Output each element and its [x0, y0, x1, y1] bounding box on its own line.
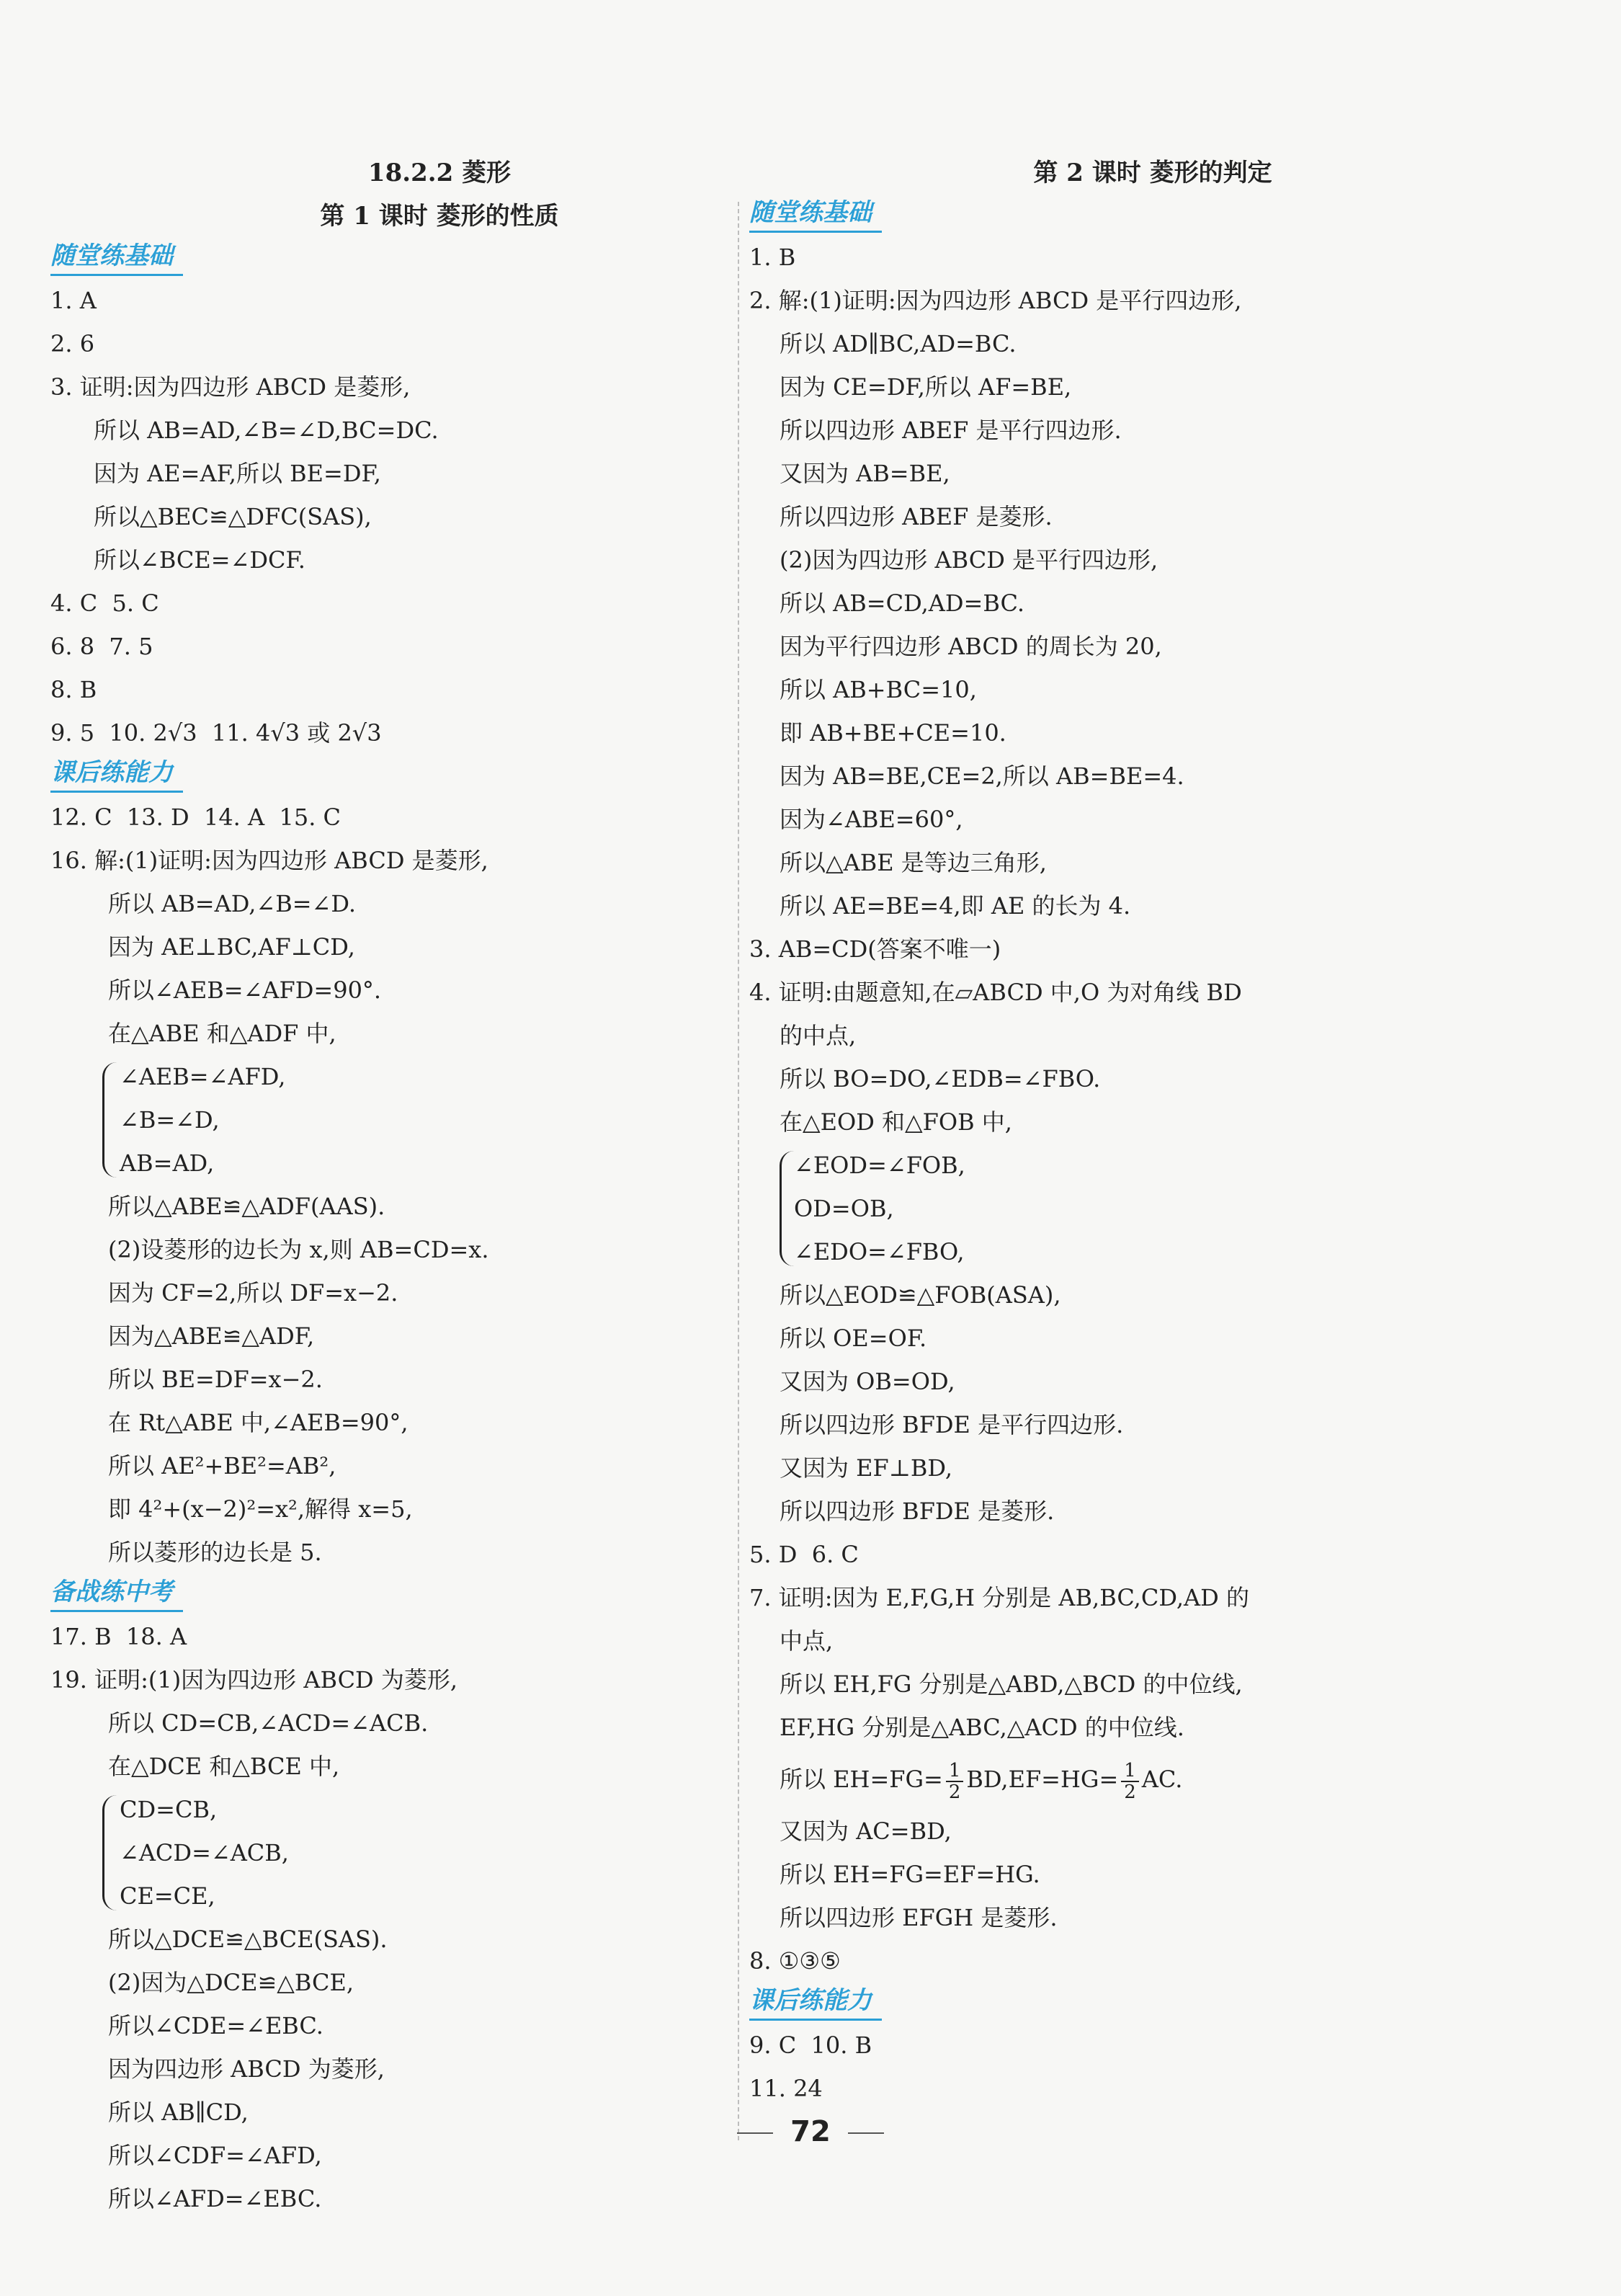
answer-line: CE=CE,: [120, 1882, 215, 1910]
answer-line: 所以△EOD≌△FOB(ASA),: [780, 1281, 1061, 1309]
answer-line: 8. B: [50, 676, 97, 703]
equation-system: [749, 1144, 1556, 1273]
section-heading-after-class: 课后练能力: [50, 755, 183, 793]
answer-line: 19. 证明:(1)因为四边形 ABCD 为菱形,: [50, 1666, 458, 1694]
brace: [780, 1151, 796, 1266]
answer-line: 1. B: [749, 244, 796, 271]
answer-line: ∠B=∠D,: [120, 1106, 220, 1134]
answer-line: 所以∠BCE=∠DCF.: [94, 546, 305, 574]
answer-line: 所以 AB∥CD,: [108, 2099, 249, 2126]
answer-line: 又因为 EF⊥BD,: [780, 1454, 953, 1482]
page-number-text: 72: [790, 2115, 831, 2148]
fraction: [946, 1761, 964, 1802]
answer-line: 所以 AB+BC=10,: [780, 676, 977, 703]
answer-line: 所以 AE=BE=4,即 AE 的长为 4.: [780, 892, 1131, 920]
answer-line: 3. AB=CD(答案不唯一): [749, 935, 1001, 963]
answer-line: 所以△DCE≌△BCE(SAS).: [108, 1926, 388, 1953]
section-heading-after-class: 课后练能力: [749, 1983, 882, 2021]
answer-line: 在△ABE 和△ADF 中,: [108, 1020, 336, 1047]
equation-system: [50, 1055, 742, 1185]
answer-line: 因为 AE=AF,所以 BE=DF,: [94, 460, 381, 487]
answer-line: ∠AEB=∠AFD,: [120, 1063, 286, 1090]
answer-line: 又因为 AC=BD,: [780, 1817, 952, 1845]
fraction-denominator: 2: [948, 1781, 961, 1803]
answer-line: 所以∠CDE=∠EBC.: [108, 2012, 323, 2039]
lesson-title: 第 1 课时 菱形的性质: [320, 202, 559, 231]
answer-line: 在 Rt△ABE 中,∠AEB=90°,: [108, 1409, 408, 1436]
answer-line: 所以 OE=OF.: [780, 1325, 927, 1352]
section-title: 18.2.2 菱形: [367, 159, 512, 187]
answer-line: EF,HG 分别是△ABC,△ACD 的中位线.: [780, 1714, 1184, 1741]
answer-line: 所以△ABE 是等边三角形,: [780, 849, 1047, 876]
answer-line: 所以∠AEB=∠AFD=90°.: [108, 976, 382, 1004]
answer-line: 即 4²+(x−2)²=x²,解得 x=5,: [108, 1495, 413, 1523]
brace: [102, 1062, 119, 1178]
lesson-title: 第 2 课时 菱形的判定: [1033, 159, 1272, 187]
right-column: [749, 151, 1556, 2110]
answer-line: 在△DCE 和△BCE 中,: [108, 1753, 340, 1780]
answer-line: 3. 证明:因为四边形 ABCD 是菱形,: [50, 373, 411, 401]
answer-line: 所以四边形 ABEF 是菱形.: [780, 503, 1053, 530]
answer-line: 即 AB+BE+CE=10.: [780, 719, 1006, 747]
answer-line: 17. B 18. A: [50, 1623, 187, 1650]
answer-line: 所以 BO=DO,∠EDB=∠FBO.: [780, 1065, 1101, 1093]
answer-line: 所以 AE²+BE²=AB²,: [108, 1452, 336, 1480]
answer-line: 因为 CF=2,所以 DF=x−2.: [108, 1279, 398, 1307]
answer-line: 因为 AB=BE,CE=2,所以 AB=BE=4.: [780, 762, 1184, 790]
answer-line: 所以△ABE≌△ADF(AAS).: [108, 1193, 385, 1220]
fraction: [1121, 1761, 1139, 1802]
answer-line: 所以∠CDF=∠AFD,: [108, 2142, 322, 2169]
answer-line: ∠EDO=∠FBO,: [794, 1238, 965, 1265]
answer-line: 所以 BE=DF=x−2.: [108, 1366, 323, 1393]
answer-line: 因为平行四边形 ABCD 的周长为 20,: [780, 633, 1162, 660]
answer-line: 的中点,: [780, 1022, 857, 1049]
section-heading-exam: 备战练中考: [50, 1574, 183, 1612]
answer-line: 所以 AB=AD,∠B=∠D.: [108, 890, 357, 917]
answer-line: 16. 解:(1)证明:因为四边形 ABCD 是菱形,: [50, 847, 488, 874]
answer-line: 所以 EH=FG=EF=HG.: [780, 1861, 1040, 1888]
answer-line: 所以 AB=AD,∠B=∠D,BC=DC.: [94, 417, 439, 444]
answer-line: ∠EOD=∠FOB,: [794, 1152, 965, 1179]
brace: [102, 1795, 119, 1910]
answer-line: (2)因为四边形 ABCD 是平行四边形,: [780, 546, 1158, 574]
text-segment: AC.: [1141, 1766, 1183, 1793]
answer-line: 所以 CD=CB,∠ACD=∠ACB.: [108, 1709, 429, 1737]
answer-line: 因为 CE=DF,所以 AF=BE,: [780, 373, 1072, 401]
answer-line: 在△EOD 和△FOB 中,: [780, 1108, 1012, 1136]
text-segment: 所以 EH=FG=: [780, 1766, 943, 1793]
answer-line: 因为△ABE≌△ADF,: [108, 1322, 315, 1350]
answer-line: 因为∠ABE=60°,: [780, 806, 963, 833]
answer-line: 7. 证明:因为 E,F,G,H 分别是 AB,BC,CD,AD 的: [749, 1584, 1249, 1611]
answer-line: 因为 AE⊥BC,AF⊥CD,: [108, 933, 355, 961]
answer-line: 5. D 6. C: [749, 1541, 859, 1568]
answer-line: 12. C 13. D 14. A 15. C: [50, 804, 341, 831]
section-heading-practice: 随堂练基础: [749, 195, 882, 233]
answer-line: AB=AD,: [120, 1149, 215, 1177]
answer-line: 11. 24: [749, 2075, 823, 2102]
fraction-numerator: 1: [1121, 1761, 1139, 1782]
answer-line: 又因为 AB=BE,: [780, 460, 950, 487]
answer-line: 9. C 10. B: [749, 2032, 872, 2059]
answer-line: 2. 6: [50, 330, 95, 357]
answer-line: (2)因为△DCE≌△BCE,: [108, 1969, 354, 1996]
answer-line: CD=CB,: [120, 1796, 218, 1823]
answer-line: 中点,: [780, 1627, 834, 1655]
answer-line: 因为四边形 ABCD 为菱形,: [108, 2055, 385, 2083]
answer-line: 所以四边形 EFGH 是菱形.: [780, 1904, 1058, 1931]
answer-line: 又因为 OB=OD,: [780, 1368, 955, 1395]
text-segment: BD,EF=HG=: [966, 1766, 1119, 1793]
answer-line: OD=OB,: [794, 1195, 894, 1222]
answer-line: 9. 5 10. 2√3 11. 4√3 或 2√3: [50, 719, 382, 747]
fraction-line: [749, 1749, 1556, 1810]
answer-line: 所以 AD∥BC,AD=BC.: [780, 330, 1017, 357]
answer-line: 4. C 5. C: [50, 589, 159, 617]
answer-line: 1. A: [50, 287, 97, 314]
answer-line: 所以∠AFD=∠EBC.: [108, 2185, 322, 2212]
answer-line: 所以△BEC≌△DFC(SAS),: [94, 503, 372, 530]
fraction-denominator: 2: [1124, 1781, 1136, 1803]
answer-line: ∠ACD=∠ACB,: [120, 1839, 289, 1866]
dash: [737, 2132, 773, 2134]
answer-line: 所以 EH,FG 分别是△ABD,△BCD 的中位线,: [780, 1670, 1243, 1698]
answer-line: 4. 证明:由题意知,在▱ABCD 中,O 为对角线 BD: [749, 979, 1242, 1006]
answer-line: 8. ①③⑤: [749, 1947, 841, 1975]
left-column: [50, 151, 742, 2220]
answer-line: 所以 AB=CD,AD=BC.: [780, 589, 1024, 617]
section-heading-practice: 随堂练基础: [50, 238, 183, 276]
fraction-numerator: 1: [946, 1761, 964, 1782]
dash: [848, 2132, 884, 2134]
answer-line: 2. 解:(1)证明:因为四边形 ABCD 是平行四边形,: [749, 287, 1242, 314]
answer-line: 所以四边形 BFDE 是平行四边形.: [780, 1411, 1124, 1438]
equation-system: [50, 1788, 742, 1918]
answer-line: 所以四边形 ABEF 是平行四边形.: [780, 417, 1122, 444]
answer-line: (2)设菱形的边长为 x,则 AB=CD=x.: [108, 1236, 489, 1263]
answer-line: 所以菱形的边长是 5.: [108, 1539, 322, 1566]
answer-line: 所以四边形 BFDE 是菱形.: [780, 1498, 1055, 1525]
answer-line: 6. 8 7. 5: [50, 633, 153, 660]
page-number: [0, 2115, 1621, 2148]
